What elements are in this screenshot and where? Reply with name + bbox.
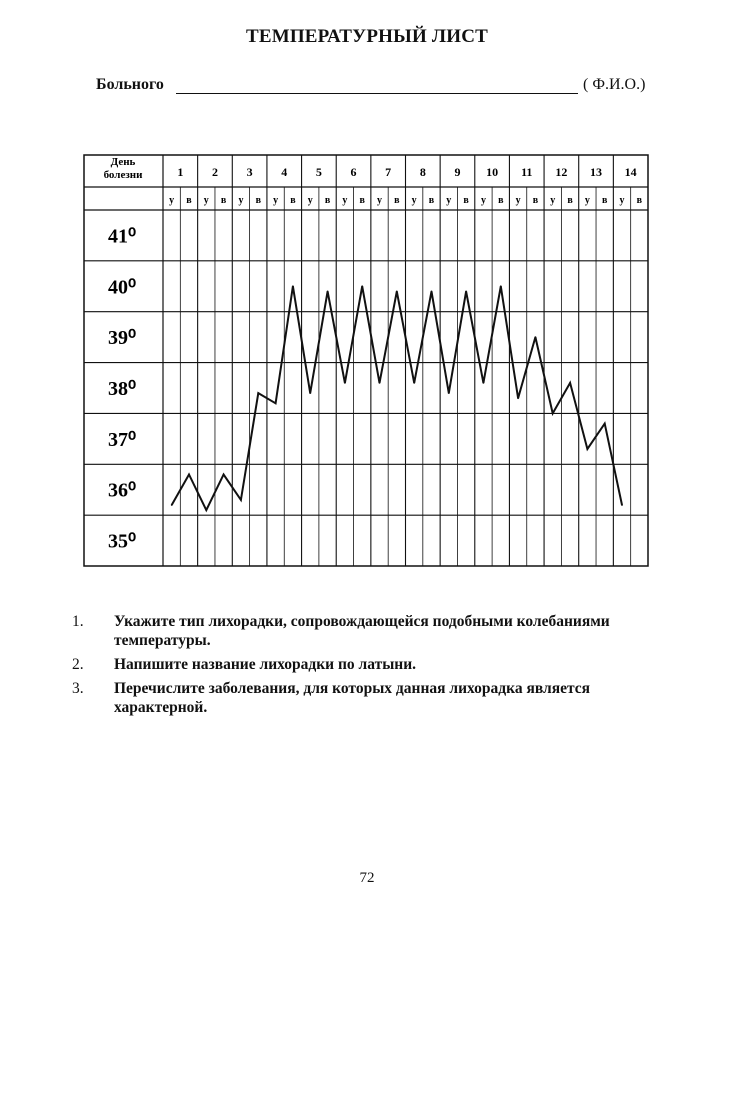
patient-fio-hint: ( Ф.И.О.) bbox=[583, 76, 646, 93]
question-item bbox=[72, 655, 672, 674]
day-labels bbox=[177, 165, 636, 179]
period-label: у bbox=[550, 195, 556, 206]
day-label: 12 bbox=[555, 165, 568, 179]
data-point bbox=[587, 448, 589, 450]
data-point bbox=[240, 499, 242, 501]
data-point bbox=[223, 474, 225, 476]
period-label: в bbox=[428, 195, 435, 206]
y-tick-label: 37⁰ bbox=[107, 428, 137, 451]
y-tick-label: 41⁰ bbox=[107, 225, 137, 248]
y-tick-label: 35⁰ bbox=[107, 530, 137, 553]
period-label: у bbox=[411, 195, 417, 206]
data-point bbox=[535, 336, 537, 338]
data-point bbox=[257, 392, 259, 394]
data-point bbox=[604, 423, 606, 425]
question-item bbox=[72, 612, 672, 650]
page-number: 72 bbox=[359, 870, 375, 886]
period-label: в bbox=[324, 195, 331, 206]
period-label: у bbox=[480, 195, 486, 206]
day-label: 1 bbox=[177, 165, 184, 179]
period-label: в bbox=[636, 195, 643, 206]
period-label: у bbox=[446, 195, 452, 206]
day-label: 11 bbox=[521, 165, 533, 179]
data-point bbox=[309, 392, 311, 394]
day-label: 9 bbox=[454, 165, 461, 179]
question-number: 2. bbox=[72, 656, 84, 673]
period-label: в bbox=[255, 195, 261, 206]
period-label: у bbox=[377, 195, 383, 206]
period-label: в bbox=[463, 195, 469, 206]
day-label: 2 bbox=[211, 165, 218, 179]
page-title: ТЕМПЕРАТУРНЫЙ ЛИСТ bbox=[245, 26, 489, 47]
y-axis-labels bbox=[108, 225, 136, 552]
question-item bbox=[72, 679, 672, 717]
period-label: в bbox=[601, 195, 608, 206]
period-label: в bbox=[567, 195, 573, 206]
question-number: 1. bbox=[72, 613, 84, 630]
period-label: у bbox=[619, 195, 625, 206]
y-tick-label: 36⁰ bbox=[107, 479, 137, 502]
questions-list bbox=[72, 612, 672, 722]
data-point bbox=[569, 382, 571, 384]
patient-label: Больного bbox=[96, 76, 164, 93]
data-point bbox=[500, 285, 502, 287]
day-label: 13 bbox=[590, 165, 603, 179]
period-label: в bbox=[359, 195, 365, 206]
data-point bbox=[517, 397, 519, 399]
day-label: 7 bbox=[385, 165, 392, 179]
data-point bbox=[327, 291, 329, 293]
day-label: 10 bbox=[486, 165, 499, 179]
temperature-series-line bbox=[172, 286, 622, 510]
data-point bbox=[552, 413, 554, 415]
data-point bbox=[188, 474, 190, 476]
data-point bbox=[379, 382, 381, 384]
y-tick-label: 39⁰ bbox=[107, 327, 137, 350]
question-text: Укажите тип лихорадки, сопровождающейся подобными колебаниями температуры. bbox=[114, 613, 610, 649]
data-point bbox=[171, 504, 173, 506]
period-label: у bbox=[584, 195, 590, 206]
period-label: у bbox=[238, 195, 244, 206]
period-label: в bbox=[532, 195, 539, 206]
period-label: у bbox=[273, 195, 279, 206]
period-label: в bbox=[498, 195, 504, 206]
data-point bbox=[205, 509, 207, 511]
data-point bbox=[292, 285, 294, 287]
data-point bbox=[361, 285, 363, 287]
y-tick-label: 38⁰ bbox=[107, 378, 137, 400]
data-point bbox=[465, 291, 467, 293]
period-label: в bbox=[186, 195, 192, 206]
day-label: 4 bbox=[281, 165, 288, 179]
day-label: 14 bbox=[624, 165, 637, 179]
period-label: в bbox=[220, 195, 227, 206]
data-point bbox=[483, 382, 485, 384]
period-label: у bbox=[203, 195, 209, 206]
period-label: у bbox=[342, 195, 348, 206]
chart-grid bbox=[84, 155, 648, 566]
data-point bbox=[448, 392, 450, 394]
temperature-points bbox=[171, 285, 623, 511]
data-point bbox=[413, 382, 415, 384]
question-number: 3. bbox=[72, 680, 84, 697]
y-tick-label: 40⁰ bbox=[107, 276, 137, 299]
data-point bbox=[621, 504, 623, 506]
data-point bbox=[344, 382, 346, 384]
data-point bbox=[275, 402, 277, 404]
period-label: у bbox=[169, 195, 175, 206]
period-label: у bbox=[515, 195, 521, 206]
period-label: в bbox=[290, 195, 296, 206]
question-text: Напишите название лихорадки по латыни. bbox=[114, 656, 417, 673]
data-point bbox=[396, 291, 398, 293]
period-label: в bbox=[394, 195, 400, 206]
day-header-label-line2: болезни bbox=[103, 169, 143, 181]
day-label: 8 bbox=[419, 165, 426, 179]
day-header-label: День bbox=[110, 156, 136, 168]
question-text: Перечислите заболевания, для которых данная лихорадка является характерной. bbox=[114, 680, 591, 716]
day-label: 5 bbox=[315, 165, 322, 179]
chart-frame bbox=[84, 155, 648, 566]
day-label: 3 bbox=[246, 165, 253, 179]
day-label: 6 bbox=[350, 165, 357, 179]
data-point bbox=[431, 291, 433, 293]
period-label: у bbox=[307, 195, 313, 206]
